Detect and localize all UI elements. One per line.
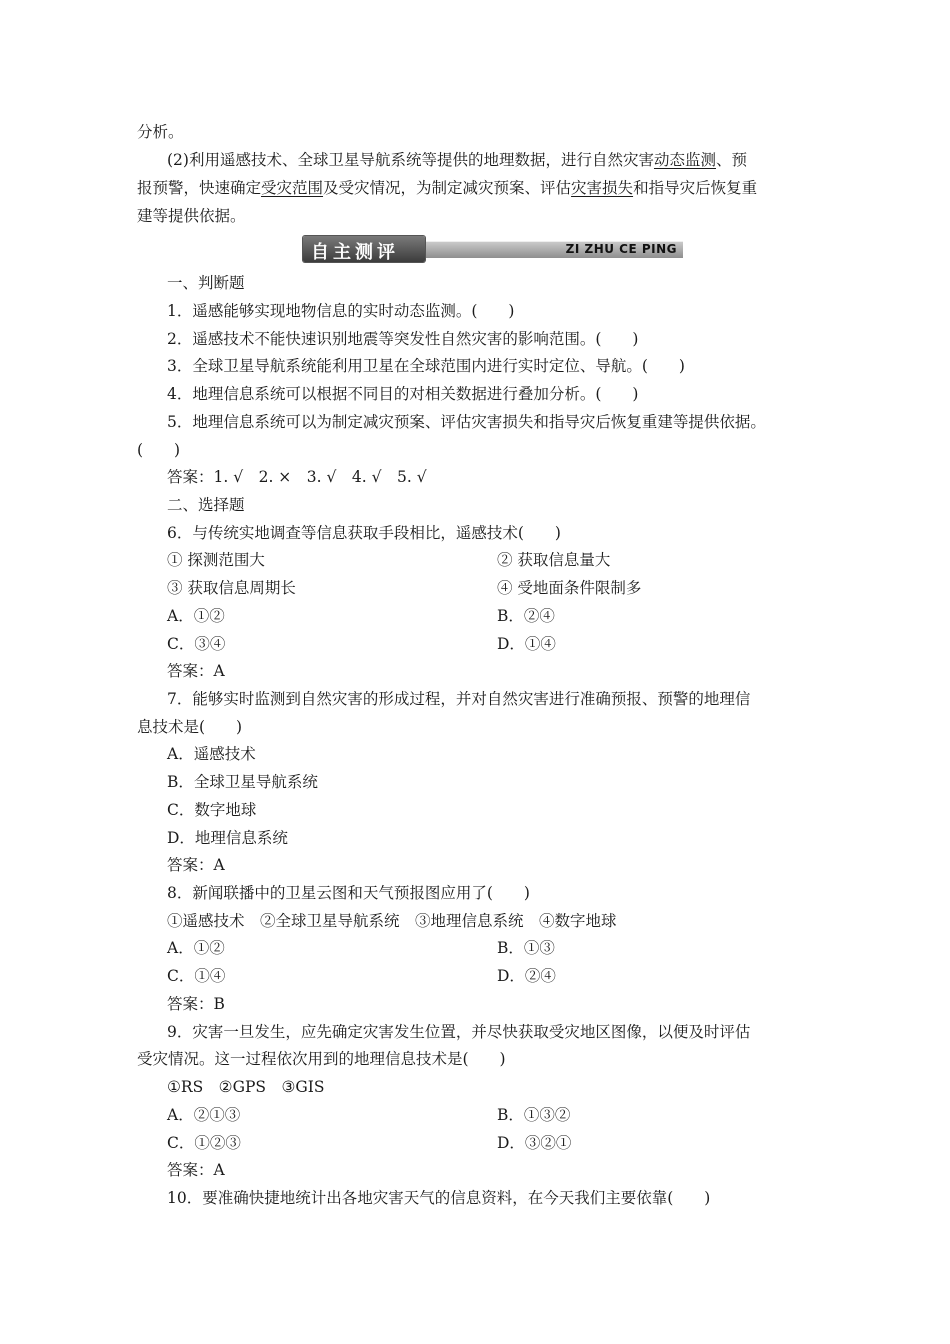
text-line: 2．遥感技术不能快速识别地震等突发性自然灾害的影响范围。( ): [167, 330, 639, 348]
text-line: B．全球卫星导航系统: [167, 773, 318, 791]
text-line: 4．地理信息系统可以根据不同目的对相关数据进行叠加分析。( ): [167, 385, 639, 403]
text-line: 一、判断题: [167, 274, 245, 292]
text-line: A．①②: [167, 939, 225, 957]
text-line: ④ 受地面条件限制多: [497, 579, 642, 597]
text-line: B．①③: [497, 939, 555, 957]
text-line: 答案：A: [167, 1161, 225, 1179]
underlined-term: 受灾范围: [261, 179, 324, 197]
text-line: 10．要准确快捷地统计出各地灾害天气的信息资料，在今天我们主要依靠( ): [167, 1189, 711, 1207]
text-line: 息技术是( ): [137, 718, 243, 736]
intro-line-3: [137, 178, 757, 198]
text-line: D．地理信息系统: [167, 829, 288, 847]
text-line: B．②④: [497, 607, 555, 625]
text-line: 答案：1. √ 2. × 3. √ 4. √ 5. √: [167, 468, 427, 486]
intro-line-1: 分析。: [137, 123, 184, 141]
intro-text: 和指导灾后恢复重: [633, 179, 758, 197]
intro-text: 及受灾情况，为制定减灾预案、评估: [323, 179, 572, 197]
banner-pinyin: ZI ZHU CE PING: [565, 242, 677, 256]
text-line: 受灾情况。这一过程依次用到的地理信息技术是( ): [137, 1050, 506, 1068]
text-line: 7．能够实时监测到自然灾害的形成过程，并对自然灾害进行准确预报、预警的地理信: [167, 690, 751, 708]
intro-text: (2)利用遥感技术、全球卫星导航系统等提供的地理数据，进行自然灾害: [167, 151, 654, 169]
section-banner: [303, 236, 683, 262]
text-line: C．①②③: [167, 1134, 241, 1152]
text-line: 二、选择题: [167, 496, 245, 514]
text-line: 9．灾害一旦发生，应先确定灾害发生位置，并尽快获取受灾地区图像，以便及时评估: [167, 1023, 751, 1041]
text-line: ② 获取信息量大: [497, 551, 611, 569]
text-line: ③ 获取信息周期长: [167, 579, 296, 597]
text-line: C．①④: [167, 967, 226, 985]
text-line: D．②④: [497, 967, 556, 985]
text-line: D．①④: [497, 635, 556, 653]
text-line: 3．全球卫星导航系统能利用卫星在全球范围内进行实时定位、导航。( ): [167, 357, 685, 375]
text-line: 答案：B: [167, 995, 225, 1013]
text-line: 8．新闻联播中的卫星云图和天气预报图应用了( ): [167, 884, 530, 902]
intro-text: 报预警，快速确定: [137, 179, 262, 197]
text-line: 答案：A: [167, 856, 225, 874]
text-line: 答案：A: [167, 662, 225, 680]
banner-title-box: [303, 236, 425, 262]
text-line: C．数字地球: [167, 801, 257, 819]
text-line: 5．地理信息系统可以为制定减灾预案、评估灾害损失和指导灾后恢复重建等提供依据。: [167, 413, 766, 431]
banner-title: 自主测评: [311, 242, 399, 263]
text-line: A．①②: [167, 607, 225, 625]
text-line: ( ): [137, 441, 181, 459]
text-line: ①RS ②GPS ③GIS: [167, 1078, 325, 1096]
text-line: 1．遥感能够实现地物信息的实时动态监测。( ): [167, 302, 515, 320]
underlined-term: 动态监测: [653, 151, 716, 169]
intro-line-4: 建等提供依据。: [137, 207, 246, 225]
text-line: D．③②①: [497, 1134, 572, 1152]
text-line: A．遥感技术: [167, 745, 256, 763]
text-line: ①遥感技术 ②全球卫星导航系统 ③地理信息系统 ④数字地球: [167, 912, 617, 930]
intro-text: 、预: [715, 151, 747, 169]
intro-line-2: [167, 150, 747, 170]
text-line: B．①③②: [497, 1106, 571, 1124]
underlined-term: 灾害损失: [571, 179, 634, 197]
text-line: 6．与传统实地调查等信息获取手段相比，遥感技术( ): [167, 524, 561, 542]
text-line: A．②①③: [167, 1106, 241, 1124]
text-line: ① 探测范围大: [167, 551, 265, 569]
text-line: C．③④: [167, 635, 226, 653]
